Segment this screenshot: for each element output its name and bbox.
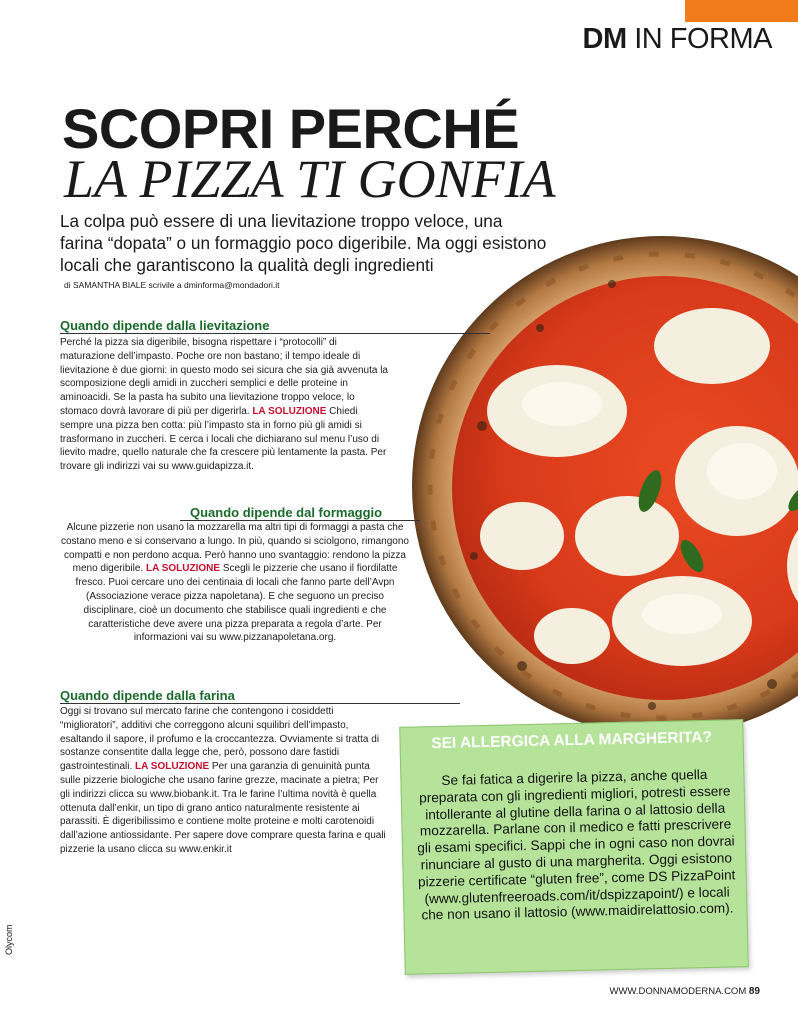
sidebar-box bbox=[399, 719, 749, 975]
solution-label: LA SOLUZIONE bbox=[252, 405, 327, 417]
section-label bbox=[583, 22, 772, 56]
solution-label: LA SOLUZIONE bbox=[145, 563, 221, 575]
solution-label: LA SOLUZIONE bbox=[135, 761, 210, 773]
page-footer bbox=[610, 986, 760, 998]
footer-site: WWW.DONNAMODERNA.COM bbox=[609, 986, 747, 997]
subhead-leavening: Quando dipende dalla lievitazione bbox=[60, 318, 270, 333]
body-leavening-solution-text: Chiedi sempre una pizza ben cotta: più l’impasto sta in forno più gli amidi si trasformano in zuccheri. E cerca i locali che dichiarano sul menu l’uso di lievito madre, quello naturale che fa crescere più lentamente la pasta. Per trovare gli indirizzi vai su www.guidapizza.it. bbox=[60, 405, 387, 473]
body-flour-text: Oggi si trovano sul mercato farine che contengono i cosiddetti “miglioratori”, additivi che correggono alcuni squilibri dell’impasto, esaltando il sapore, il profumo e la croccantezza. Ovviamente si tratta di sostanze consentite dalla legge che, però, possono dare fastidi gastrointestinali. bbox=[60, 706, 380, 773]
body-cheese bbox=[60, 521, 410, 645]
photo-credit: Olycom bbox=[4, 924, 14, 955]
subhead-cheese: Quando dipende dal formaggio bbox=[190, 505, 383, 520]
section-name: IN FORMA bbox=[626, 23, 772, 55]
headline-line-2: LA PIZZA TI GONFIA bbox=[64, 149, 556, 209]
byline: di SAMANTHA BIALE scrivile a dminforma@mondadori.it bbox=[64, 280, 280, 290]
body-cheese-text: Alcune pizzerie non usano la mozzarella ma altri tipi di formaggi a pasta che costano meno e si conservano a lungo. In più, quando si sciolgono, rimangono compatti e non perdono acqua. Però hanno uno svantaggio: rendono la pizza meno digeribile. bbox=[60, 522, 409, 575]
subhead-rule bbox=[60, 703, 460, 704]
section-brand: DM bbox=[582, 23, 627, 55]
corner-color-tab bbox=[685, 0, 798, 22]
headline-line-1: SCOPRI PERCHÉ bbox=[62, 97, 520, 160]
body-flour bbox=[60, 705, 390, 857]
body-flour-solution-text: Per una garanzia di genuinità punta sulle pizzerie biologiche che usano farine grezze, macinate a pietra; Per gli indirizzi clicca su www.biobank.it. Tra le farine l’ultima novità è quella ottenuta dall’enkir, un tipo di grano antico naturalmente resistente ai parassiti. È digeribilissimo e contiene molte proteine e molti carotenoidi dall’azione antiossidante. Per sapere dove comprare questa farina e quali pizzerie la usano clicca su www.enkir.it bbox=[60, 761, 386, 855]
body-leavening-text: Perché la pizza sia digeribile, bisogna rispettare i “protocolli” di maturazione dell’impasto. Poche ore non bastano; il tempo ideale di lievitazione è due giorni: in questo modo sei sicura che sia già avvenuta la scomposizione degli amidi in zuccheri semplici e delle proteine in aminoacidi. Se la pasta ha subito una lievitazione troppo veloce, lo stomaco dovrà lavorare di più per digerirla. bbox=[60, 337, 388, 417]
sidebar-box-body: Se fai fatica a digerire la pizza, anche quella preparata con gli ingredienti migliori, potresti essere intollerante al glutine della farina o al lattosio della mozzarella. Parlane con il medico e fatti prescrivere gli esami specifici. Sappi che in ogni caso non dovrai rinunciare al gusto di una margherita. Oggi esistono pizzerie certificate “gluten free”, come DS PizzaPoint (www.glutenfreeroads.com/it/dspizzapoint/) e locali che non usano il lattosio (www.maidirelattosio.com). bbox=[417, 766, 736, 923]
body-leavening bbox=[60, 336, 390, 474]
pizza-photo bbox=[412, 236, 798, 736]
standfirst: La colpa può essere di una lievitazione troppo veloce, una farina “dopata” o un formaggio poco digeribile. Ma oggi esistono locali che garantiscono la qualità degli ingredienti bbox=[60, 211, 547, 275]
subhead-flour: Quando dipende dalla farina bbox=[60, 688, 235, 703]
page-number: 89 bbox=[748, 986, 760, 997]
subhead-rule bbox=[60, 333, 490, 334]
body-cheese-solution-text: Scegli le pizzerie che usano il fiordilatte fresco. Puoi cercare uno dei centinaia di locali che fanno parte dell’Avpn (Associazione verace pizza napoletana). E che seguono un preciso disciplinare, cioè un documento che stabilisce quali ingredienti e che caratteristiche deve avere una pizza preparata a regola d’arte. Per informazioni vai su www.pizzanapoletana.org. bbox=[75, 563, 398, 644]
sidebar-box-title: SEI ALLERGICA ALLA MARGHERITA? bbox=[431, 728, 713, 753]
